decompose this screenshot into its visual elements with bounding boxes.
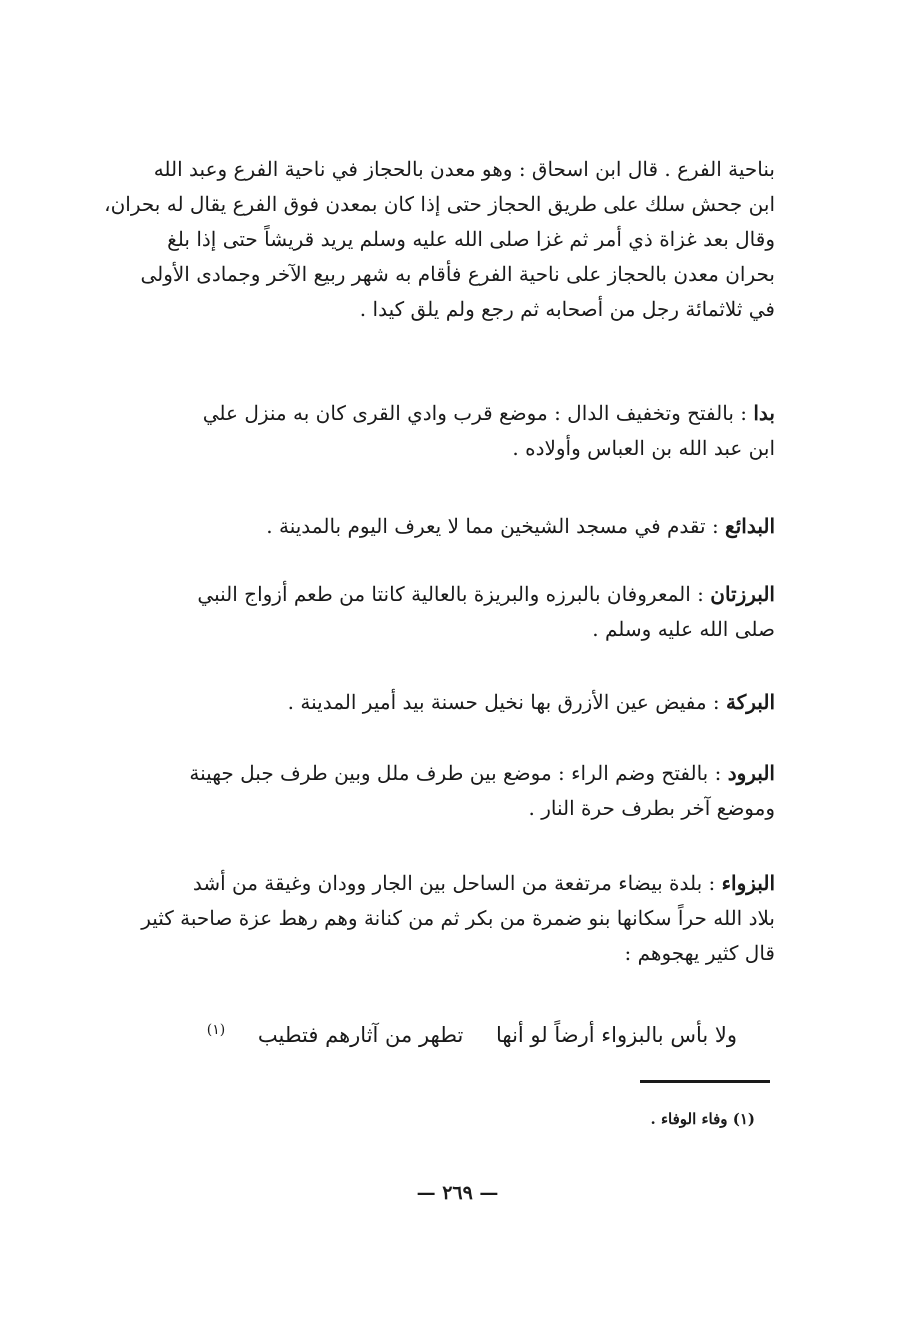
entry-first-line [105, 756, 775, 791]
entry-albirka [105, 685, 775, 720]
entry-term: البدائع [725, 514, 775, 538]
entry-text: : بالفتح وضم الراء : موضع بين طرف ملل وبين طرف جبل جهينة [189, 761, 728, 785]
entry-term: بدا [753, 401, 775, 425]
entry-bada [105, 396, 775, 466]
entry-albarzatan [105, 577, 775, 647]
entry-first-line [105, 685, 775, 720]
poem-first-hemistich: ولا بأس بالبزواء أرضاً لو أنها [496, 1023, 737, 1047]
poem-second-hemistich: تطهر من آثارهم فتطيب [257, 1023, 464, 1047]
entry-text: : المعروفان بالبرزه والبريزة بالعالية كانتا من طعم أزواج النبي [197, 582, 711, 606]
entry-text: : تقدم في مسجد الشيخين مما لا يعرف اليوم بالمدينة . [266, 514, 726, 538]
poem-verse [107, 1015, 737, 1050]
entry-text: : بلدة بيضاء مرتفعة من الساحل بين الجار وودان وغيقة من أشد [192, 871, 722, 895]
page-number: — ٢٦٩ — [416, 1182, 499, 1204]
entry-first-line [105, 509, 775, 544]
footnote-reference: (١) [206, 1022, 226, 1038]
text-line: وموضع آخر بطرف حرة النار . [528, 796, 775, 820]
text-line: قال كثير يهجوهم : [624, 941, 775, 965]
text-line: بحران معدن بالحجاز على ناحية الفرع فأقام به شهر ربيع الآخر وجمادى الأولى [140, 262, 775, 286]
text-line: ابن جحش سلك على طريق الحجاز حتى إذا كان بمعدن فوق الفرع يقال له بحران، [104, 192, 775, 216]
text-line: صلى الله عليه وسلم . [592, 617, 775, 641]
footnote-text: (١) وفاء الوفاء . [650, 1110, 755, 1128]
text-line: بناحية الفرع . قال ابن اسحاق : وهو معدن بالحجاز في ناحية الفرع وعبد الله [153, 157, 775, 181]
text-line: ابن عبد الله بن العباس وأولاده . [512, 436, 775, 460]
text-line: وقال بعد غزاة ذي أمر ثم غزا صلى الله عليه وسلم يريد قريشاً حتى إذا بلغ [167, 227, 775, 251]
entry-text: : بالفتح وتخفيف الدال : موضع قرب وادي القرى كان به منزل علي [202, 401, 754, 425]
text-line: بلاد الله حراً سكانها بنو ضمرة من بكر ثم من كنانة وهم رهط عزة صاحبة كثير [141, 906, 775, 930]
entry-albazwa [105, 866, 775, 971]
intro-paragraph [105, 152, 775, 327]
text-line: في ثلاثمائة رجل من أصحابه ثم رجع ولم يلق كيدا . [359, 297, 775, 321]
entry-first-line [105, 866, 775, 901]
footnote-divider [640, 1080, 770, 1083]
entry-first-line [105, 577, 775, 612]
entry-term: البرود [727, 761, 775, 785]
entry-albarud [105, 756, 775, 826]
entry-first-line [105, 396, 775, 431]
entry-text: : مفيض عين الأزرق بها نخيل حسنة بيد أمير المدينة . [287, 690, 727, 714]
entry-albadai [105, 509, 775, 544]
entry-term: البركة [726, 690, 775, 714]
entry-term: البرزتان [710, 582, 775, 606]
entry-term: البزواء [721, 871, 775, 895]
